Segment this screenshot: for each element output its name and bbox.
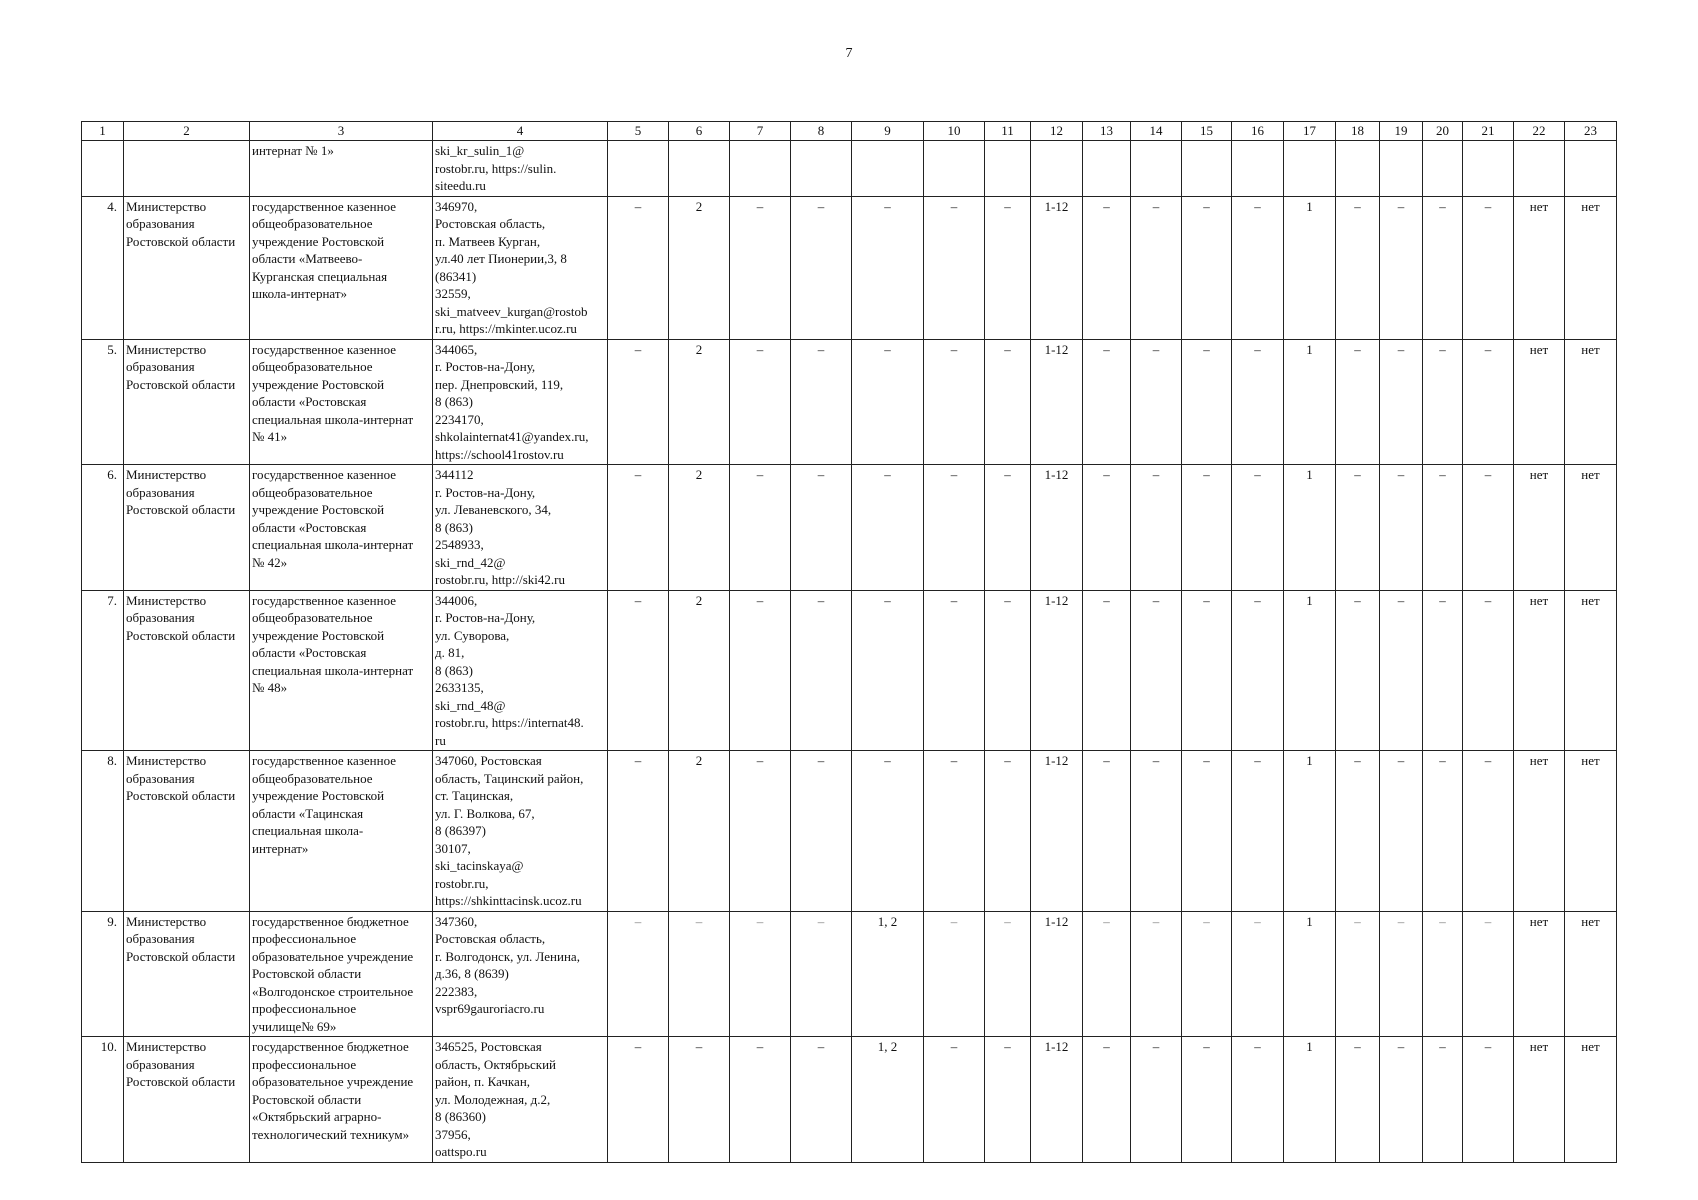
table-cell-col-17: 1 — [1284, 1037, 1336, 1163]
table-cell-col-2: Министерство образования Ростовской области — [124, 1037, 250, 1163]
table-cell-col-17: 1 — [1284, 339, 1336, 465]
table-cell-col-17: 1 — [1284, 196, 1336, 339]
table-cell-col-1: 6. — [82, 465, 124, 591]
table-cell-col-19: – — [1380, 1037, 1423, 1163]
table-cell-col-20: – — [1423, 339, 1463, 465]
table-cell-col-6: 2 — [669, 751, 730, 912]
table-cell-col-22: нет — [1514, 590, 1565, 751]
table-cell-col-21: – — [1463, 590, 1514, 751]
table-cell-col-15: – — [1182, 196, 1232, 339]
table-cell-col-7: – — [730, 465, 791, 591]
table-cell-col-22: нет — [1514, 196, 1565, 339]
table-cell-col-4: 344065, г. Ростов-на-Дону, пер. Днепровский, 119, 8 (863) 2234170, shkolainternat41@yandex.ru, https://school41rostov.ru — [433, 339, 608, 465]
table-cell-col-16: – — [1232, 1037, 1284, 1163]
table-cell-col-18: – — [1336, 911, 1380, 1037]
table-cell-col-9 — [852, 141, 924, 197]
table-cell-col-14: – — [1131, 1037, 1182, 1163]
table-cell-col-13: – — [1083, 1037, 1131, 1163]
column-header-20: 20 — [1423, 122, 1463, 141]
table-cell-col-21: – — [1463, 911, 1514, 1037]
table-cell-col-13: – — [1083, 751, 1131, 912]
column-header-6: 6 — [669, 122, 730, 141]
table-cell-col-14: – — [1131, 751, 1182, 912]
table-cell-col-8: – — [791, 590, 852, 751]
table-cell-col-21 — [1463, 141, 1514, 197]
table-cell-col-3: государственное казенное общеобразовательное учреждение Ростовской области «Ростовская специальная школа-интернат № 42» — [250, 465, 433, 591]
table-cell-col-6: 2 — [669, 465, 730, 591]
table-cell-col-14: – — [1131, 911, 1182, 1037]
table-cell-col-22: нет — [1514, 911, 1565, 1037]
table-cell-col-20: – — [1423, 590, 1463, 751]
column-header-21: 21 — [1463, 122, 1514, 141]
table-cell-col-20: – — [1423, 196, 1463, 339]
table-cell-col-23: нет — [1565, 1037, 1617, 1163]
table-cell-col-6: – — [669, 1037, 730, 1163]
table-cell-col-13: – — [1083, 590, 1131, 751]
table-cell-col-16: – — [1232, 339, 1284, 465]
table-cell-col-21: – — [1463, 465, 1514, 591]
column-header-22: 22 — [1514, 122, 1565, 141]
table-cell-col-21: – — [1463, 1037, 1514, 1163]
table-cell-col-16: – — [1232, 751, 1284, 912]
table-cell-col-12: 1-12 — [1031, 1037, 1083, 1163]
table-cell-col-12 — [1031, 141, 1083, 197]
column-header-12: 12 — [1031, 122, 1083, 141]
table-cell-col-19: – — [1380, 339, 1423, 465]
table-cell-col-18: – — [1336, 465, 1380, 591]
table-cell-col-14: – — [1131, 465, 1182, 591]
column-header-16: 16 — [1232, 122, 1284, 141]
table-cell-col-23: нет — [1565, 196, 1617, 339]
table-cell-col-20 — [1423, 141, 1463, 197]
table-cell-col-16: – — [1232, 590, 1284, 751]
table-cell-col-15: – — [1182, 751, 1232, 912]
table-cell-col-9: – — [852, 465, 924, 591]
table-cell-col-3: интернат № 1» — [250, 141, 433, 197]
table-cell-col-19: – — [1380, 196, 1423, 339]
table-cell-col-19: – — [1380, 465, 1423, 591]
table-cell-col-19: – — [1380, 590, 1423, 751]
header-row — [82, 122, 1617, 141]
table-cell-col-12: 1-12 — [1031, 911, 1083, 1037]
table-cell-col-8: – — [791, 465, 852, 591]
table-cell-col-23: нет — [1565, 339, 1617, 465]
table-cell-col-2: Министерство образования Ростовской области — [124, 339, 250, 465]
table-cell-col-8: – — [791, 196, 852, 339]
table-cell-col-4: 344112 г. Ростов-на-Дону, ул. Леваневского, 34, 8 (863) 2548933, ski_rnd_42@ rostobr.ru, http://ski42.ru — [433, 465, 608, 591]
table-row — [82, 196, 1617, 339]
column-header-17: 17 — [1284, 122, 1336, 141]
table-cell-col-10: – — [924, 751, 985, 912]
table-cell-col-21: – — [1463, 339, 1514, 465]
table-cell-col-8: – — [791, 911, 852, 1037]
table-cell-col-22: нет — [1514, 465, 1565, 591]
table-cell-col-4: 344006, г. Ростов-на-Дону, ул. Суворова, д. 81, 8 (863) 2633135, ski_rnd_48@ rostobr.ru, https://internat48. ru — [433, 590, 608, 751]
table-cell-col-5: – — [608, 196, 669, 339]
table-cell-col-11: – — [985, 1037, 1031, 1163]
table-cell-col-3: государственное казенное общеобразовательное учреждение Ростовской области «Тацинская специальная школа- интернат» — [250, 751, 433, 912]
table-cell-col-5: – — [608, 751, 669, 912]
table-cell-col-11 — [985, 141, 1031, 197]
table-cell-col-7: – — [730, 590, 791, 751]
table-cell-col-4: ski_kr_sulin_1@ rostobr.ru, https://sulin. siteedu.ru — [433, 141, 608, 197]
table-cell-col-7 — [730, 141, 791, 197]
table-cell-col-9: – — [852, 339, 924, 465]
table-cell-col-5: – — [608, 590, 669, 751]
column-header-15: 15 — [1182, 122, 1232, 141]
table-cell-col-1: 4. — [82, 196, 124, 339]
table-cell-col-2: Министерство образования Ростовской области — [124, 590, 250, 751]
column-header-3: 3 — [250, 122, 433, 141]
table-cell-col-1: 7. — [82, 590, 124, 751]
table-cell-col-3: государственное казенное общеобразовательное учреждение Ростовской области «Ростовская специальная школа-интернат № 48» — [250, 590, 433, 751]
table-cell-col-11: – — [985, 751, 1031, 912]
table-cell-col-20: – — [1423, 751, 1463, 912]
table-cell-col-23: нет — [1565, 751, 1617, 912]
table-cell-col-19: – — [1380, 751, 1423, 912]
table-cell-col-14: – — [1131, 590, 1182, 751]
table-cell-col-22: нет — [1514, 751, 1565, 912]
table-cell-col-11: – — [985, 339, 1031, 465]
table-cell-col-10: – — [924, 911, 985, 1037]
column-header-13: 13 — [1083, 122, 1131, 141]
table-cell-col-15: – — [1182, 590, 1232, 751]
table-cell-col-4: 347360, Ростовская область, г. Волгодонск, ул. Ленина, д.36, 8 (8639) 222383, vspr69gauroriacro.ru — [433, 911, 608, 1037]
table-cell-col-17: 1 — [1284, 911, 1336, 1037]
table-cell-col-10: – — [924, 1037, 985, 1163]
table-cell-col-18 — [1336, 141, 1380, 197]
table-cell-col-4: 346525, Ростовская область, Октябрьский район, п. Качкан, ул. Молодежная, д.2, 8 (86360) 37956, oattspo.ru — [433, 1037, 608, 1163]
table-cell-col-2: Министерство образования Ростовской области — [124, 465, 250, 591]
table-cell-col-12: 1-12 — [1031, 339, 1083, 465]
table-cell-col-20: – — [1423, 1037, 1463, 1163]
table-cell-col-9: – — [852, 196, 924, 339]
column-header-18: 18 — [1336, 122, 1380, 141]
table-cell-col-5 — [608, 141, 669, 197]
column-header-4: 4 — [433, 122, 608, 141]
column-header-1: 1 — [82, 122, 124, 141]
table-cell-col-19: – — [1380, 911, 1423, 1037]
table-row — [82, 1037, 1617, 1163]
table-cell-col-5: – — [608, 339, 669, 465]
table-body — [82, 141, 1617, 1163]
table-cell-col-7: – — [730, 911, 791, 1037]
table-cell-col-2 — [124, 141, 250, 197]
table-cell-col-5: – — [608, 1037, 669, 1163]
table-cell-col-3: государственное бюджетное профессиональное образовательное учреждение Ростовской области «Октябрьский аграрно- технологический техникум» — [250, 1037, 433, 1163]
table-cell-col-8: – — [791, 1037, 852, 1163]
table-cell-col-12: 1-12 — [1031, 751, 1083, 912]
table-cell-col-11: – — [985, 465, 1031, 591]
column-header-9: 9 — [852, 122, 924, 141]
table-cell-col-4: 346970, Ростовская область, п. Матвеев Курган, ул.40 лет Пионерии,3, 8 (86341) 32559, ski_matveev_kurgan@rostob r.ru, https://mkinter.ucoz.ru — [433, 196, 608, 339]
table-cell-col-11: – — [985, 196, 1031, 339]
table-row — [82, 911, 1617, 1037]
table-cell-col-13: – — [1083, 465, 1131, 591]
table-cell-col-15: – — [1182, 911, 1232, 1037]
table-cell-col-13: – — [1083, 339, 1131, 465]
table-cell-col-6 — [669, 141, 730, 197]
column-header-8: 8 — [791, 122, 852, 141]
table-cell-col-18: – — [1336, 1037, 1380, 1163]
table-cell-col-18: – — [1336, 590, 1380, 751]
table-cell-col-8 — [791, 141, 852, 197]
column-header-11: 11 — [985, 122, 1031, 141]
table-row — [82, 751, 1617, 912]
table-cell-col-1: 10. — [82, 1037, 124, 1163]
column-header-2: 2 — [124, 122, 250, 141]
table-cell-col-21: – — [1463, 751, 1514, 912]
table-cell-col-14: – — [1131, 196, 1182, 339]
table-cell-col-7: – — [730, 1037, 791, 1163]
table-cell-col-17: 1 — [1284, 465, 1336, 591]
table-cell-col-13: – — [1083, 911, 1131, 1037]
table-row — [82, 465, 1617, 591]
table-cell-col-21: – — [1463, 196, 1514, 339]
table-cell-col-2: Министерство образования Ростовской области — [124, 751, 250, 912]
table-cell-col-6: 2 — [669, 339, 730, 465]
page-number: 7 — [845, 46, 853, 61]
table-cell-col-10: – — [924, 339, 985, 465]
table-cell-col-5: – — [608, 911, 669, 1037]
table-cell-col-15: – — [1182, 465, 1232, 591]
table-cell-col-22: нет — [1514, 339, 1565, 465]
table-cell-col-14: – — [1131, 339, 1182, 465]
table-cell-col-10 — [924, 141, 985, 197]
table-cell-col-18: – — [1336, 751, 1380, 912]
table-cell-col-1: 8. — [82, 751, 124, 912]
table-cell-col-15 — [1182, 141, 1232, 197]
table-cell-col-23: нет — [1565, 590, 1617, 751]
table-cell-col-15: – — [1182, 1037, 1232, 1163]
table-cell-col-20: – — [1423, 911, 1463, 1037]
table-cell-col-22: нет — [1514, 1037, 1565, 1163]
table-cell-col-9: – — [852, 751, 924, 912]
table-cell-col-3: государственное бюджетное профессиональное образовательное учреждение Ростовской области «Волгодонское строительное профессиональное училище№ 69» — [250, 911, 433, 1037]
table-cell-col-19 — [1380, 141, 1423, 197]
table-cell-col-12: 1-12 — [1031, 196, 1083, 339]
table-cell-col-7: – — [730, 751, 791, 912]
table-cell-col-23: нет — [1565, 465, 1617, 591]
table-cell-col-15: – — [1182, 339, 1232, 465]
table-row — [82, 141, 1617, 197]
table-cell-col-22 — [1514, 141, 1565, 197]
table-cell-col-10: – — [924, 590, 985, 751]
table-cell-col-12: 1-12 — [1031, 590, 1083, 751]
table-cell-col-16: – — [1232, 196, 1284, 339]
column-header-10: 10 — [924, 122, 985, 141]
table-cell-col-6: 2 — [669, 590, 730, 751]
table-cell-col-11: – — [985, 590, 1031, 751]
table-cell-col-3: государственное казенное общеобразовательное учреждение Ростовской области «Ростовская специальная школа-интернат № 41» — [250, 339, 433, 465]
table-cell-col-14 — [1131, 141, 1182, 197]
table-cell-col-17: 1 — [1284, 751, 1336, 912]
table-row — [82, 339, 1617, 465]
column-header-7: 7 — [730, 122, 791, 141]
table-cell-col-17: 1 — [1284, 590, 1336, 751]
table-cell-col-18: – — [1336, 339, 1380, 465]
table-row — [82, 590, 1617, 751]
table-cell-col-18: – — [1336, 196, 1380, 339]
table-cell-col-1: 9. — [82, 911, 124, 1037]
table-cell-col-17 — [1284, 141, 1336, 197]
table-cell-col-2: Министерство образования Ростовской области — [124, 196, 250, 339]
table-cell-col-4: 347060, Ростовская область, Тацинский район, ст. Тацинская, ул. Г. Волкова, 67, 8 (86397) 30107, ski_tacinskaya@ rostobr.ru, https://shkinttacinsk.ucoz.ru — [433, 751, 608, 912]
table-cell-col-8: – — [791, 751, 852, 912]
column-header-23: 23 — [1565, 122, 1617, 141]
table-cell-col-5: – — [608, 465, 669, 591]
table-cell-col-23 — [1565, 141, 1617, 197]
column-header-5: 5 — [608, 122, 669, 141]
table-cell-col-20: – — [1423, 465, 1463, 591]
table-cell-col-16: – — [1232, 911, 1284, 1037]
table-cell-col-16: – — [1232, 465, 1284, 591]
column-header-14: 14 — [1131, 122, 1182, 141]
table-cell-col-3: государственное казенное общеобразовательное учреждение Ростовской области «Матвеево- Курганская специальная школа-интернат» — [250, 196, 433, 339]
table-cell-col-10: – — [924, 465, 985, 591]
registry-table — [81, 121, 1617, 1163]
table-cell-col-7: – — [730, 339, 791, 465]
table-cell-col-1: 5. — [82, 339, 124, 465]
table-cell-col-12: 1-12 — [1031, 465, 1083, 591]
table-cell-col-6: – — [669, 911, 730, 1037]
table-cell-col-13: – — [1083, 196, 1131, 339]
table-cell-col-9: 1, 2 — [852, 1037, 924, 1163]
table-cell-col-9: 1, 2 — [852, 911, 924, 1037]
table-cell-col-10: – — [924, 196, 985, 339]
table-cell-col-23: нет — [1565, 911, 1617, 1037]
table-cell-col-1 — [82, 141, 124, 197]
table-cell-col-11: – — [985, 911, 1031, 1037]
table-cell-col-2: Министерство образования Ростовской области — [124, 911, 250, 1037]
table-cell-col-7: – — [730, 196, 791, 339]
table-cell-col-16 — [1232, 141, 1284, 197]
table-cell-col-9: – — [852, 590, 924, 751]
table-cell-col-6: 2 — [669, 196, 730, 339]
column-header-19: 19 — [1380, 122, 1423, 141]
table-cell-col-13 — [1083, 141, 1131, 197]
table-cell-col-8: – — [791, 339, 852, 465]
